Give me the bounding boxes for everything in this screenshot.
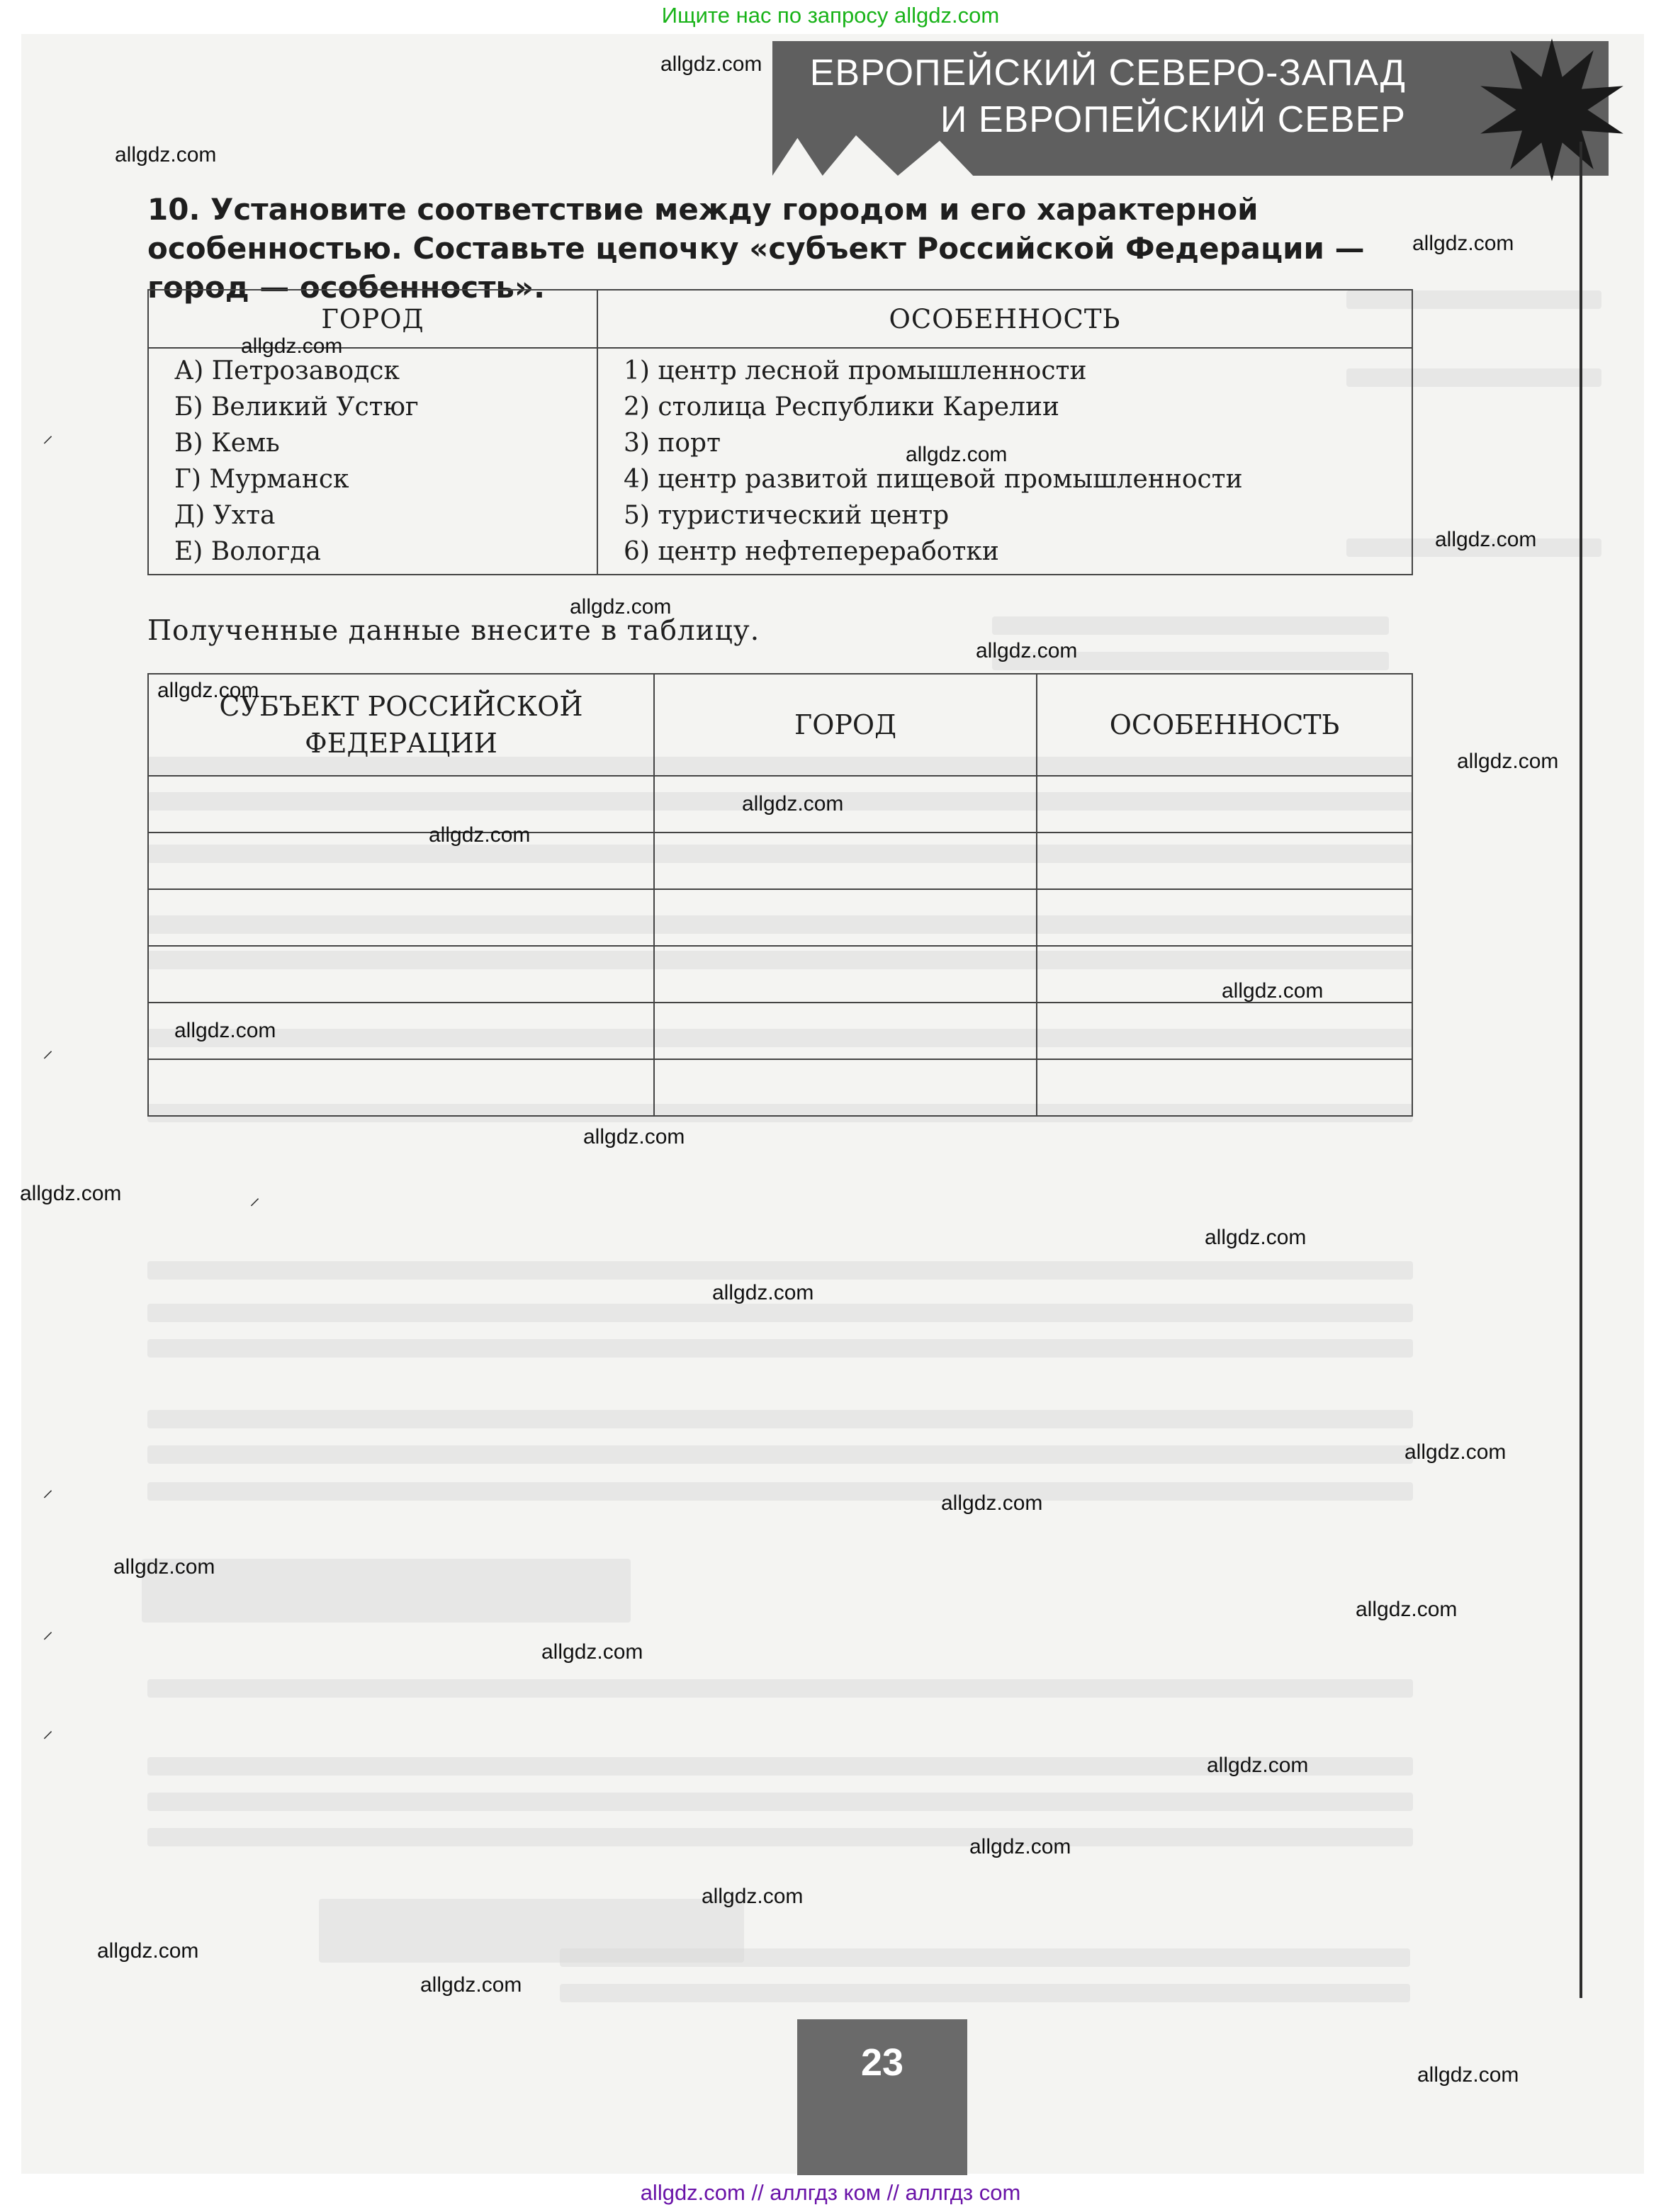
answer-cell[interactable] <box>1037 1059 1412 1116</box>
watermark-link[interactable]: allgdz.com <box>541 1640 643 1664</box>
watermark-link[interactable]: allgdz.com <box>660 52 762 76</box>
table-row <box>148 833 1412 889</box>
answer-cell[interactable] <box>654 776 1037 833</box>
bottom-watermark[interactable]: allgdz.com // аллгдз ком // аллгдз com <box>640 2180 1021 2205</box>
answer-cell[interactable] <box>148 889 654 946</box>
watermark-link[interactable]: allgdz.com <box>429 823 531 847</box>
table-row <box>148 1059 1412 1116</box>
list-item: Г) Мурманск <box>174 465 349 494</box>
watermark-link[interactable]: allgdz.com <box>97 1939 199 1963</box>
watermark-link[interactable]: allgdz.com <box>570 595 672 619</box>
list-item: В) Кемь <box>174 429 280 458</box>
city-feature-table <box>147 289 1413 575</box>
watermark-link[interactable]: allgdz.com <box>1412 232 1514 255</box>
watermark-link[interactable]: allgdz.com <box>1356 1598 1458 1621</box>
answer-cell[interactable] <box>654 1003 1037 1059</box>
watermark-link[interactable]: allgdz.com <box>1222 979 1324 1003</box>
list-item: 2) столица Республики Карелии <box>624 393 1059 422</box>
watermark-link[interactable]: allgdz.com <box>1205 1226 1307 1249</box>
watermark-link[interactable]: allgdz.com <box>702 1885 804 1908</box>
section-title <box>810 50 1406 143</box>
column-header-subject: СУБЪЕКТ РОССИЙСКОЙ ФЕДЕРАЦИИ <box>148 674 654 776</box>
binding-mark: ⸝ <box>43 1477 53 1502</box>
answer-cell[interactable] <box>654 889 1037 946</box>
answer-table <box>147 673 1413 1117</box>
watermark-link[interactable]: allgdz.com <box>1207 1754 1309 1777</box>
watermark-link[interactable]: allgdz.com <box>1404 1440 1507 1464</box>
binding-mark: ⸝ <box>43 423 53 448</box>
answer-cell[interactable] <box>1037 833 1412 889</box>
answer-cell[interactable] <box>1037 889 1412 946</box>
answer-cell[interactable] <box>148 946 654 1003</box>
binding-mark: ⸝ <box>43 1718 53 1743</box>
list-item: 3) порт <box>624 429 721 458</box>
list-item: А) Петрозаводск <box>174 356 400 385</box>
binding-mark: ⸝ <box>43 1038 53 1063</box>
list-item: 4) центр развитой пищевой промышленности <box>624 465 1243 494</box>
watermark-link[interactable]: allgdz.com <box>113 1555 215 1579</box>
answer-cell[interactable] <box>1037 776 1412 833</box>
watermark-link[interactable]: allgdz.com <box>1435 528 1537 551</box>
watermark-link[interactable]: allgdz.com <box>906 443 1008 466</box>
section-title-line-1: ЕВРОПЕЙСКИЙ СЕВЕРО-ЗАПАД <box>809 52 1406 94</box>
answer-cell[interactable] <box>654 833 1037 889</box>
column-header-feature: ОСОБЕННОСТЬ <box>597 290 1412 348</box>
watermark-link[interactable]: allgdz.com <box>583 1125 685 1149</box>
watermark-link[interactable]: allgdz.com <box>420 1973 522 1997</box>
star-icon <box>1477 35 1626 184</box>
answer-cell[interactable] <box>148 833 654 889</box>
watermark-link[interactable]: allgdz.com <box>157 679 259 702</box>
column-header-city: ГОРОД <box>148 290 597 348</box>
list-item: Б) Великий Устюг <box>174 393 419 422</box>
binding-mark: ⸝ <box>249 1185 260 1210</box>
watermark-link[interactable]: allgdz.com <box>941 1491 1043 1515</box>
list-item: 5) туристический центр <box>624 501 950 530</box>
table-row <box>148 1003 1412 1059</box>
answer-cell[interactable] <box>148 1059 654 1116</box>
instruction-text: Полученные данные внесите в таблицу. <box>147 615 760 647</box>
task-10-text: 10. Установите соответствие между городом и его характерной особенностью. Составьте цепочку «субъект Российской Федерации — город — особенность». <box>147 192 1365 305</box>
watermark-link[interactable]: allgdz.com <box>115 143 217 167</box>
watermark-link[interactable]: allgdz.com <box>976 639 1078 662</box>
watermark-link[interactable]: allgdz.com <box>969 1835 1071 1858</box>
answer-cell[interactable] <box>654 1059 1037 1116</box>
watermark-link[interactable]: allgdz.com <box>742 792 844 816</box>
section-title-line-2: И ЕВРОПЕЙСКИЙ СЕВЕР <box>940 99 1406 140</box>
list-item: 6) центр нефтепереработки <box>624 537 999 566</box>
column-header-city: ГОРОД <box>654 674 1037 776</box>
list-item: 1) центр лесной промышленности <box>624 356 1087 385</box>
list-item: Д) Ухта <box>174 501 276 530</box>
margin-rule <box>1580 142 1582 1998</box>
answer-cell[interactable] <box>654 946 1037 1003</box>
answer-cell[interactable] <box>148 776 654 833</box>
table-row <box>148 889 1412 946</box>
list-item: Е) Вологда <box>174 537 321 566</box>
watermark-link[interactable]: allgdz.com <box>712 1281 814 1304</box>
watermark-link[interactable]: allgdz.com <box>20 1182 122 1205</box>
column-header-feature: ОСОБЕННОСТЬ <box>1037 674 1412 776</box>
watermark-link[interactable]: allgdz.com <box>1457 750 1559 773</box>
watermark-link[interactable]: allgdz.com <box>1417 2063 1519 2087</box>
top-watermark[interactable]: Ищите нас по запросу allgdz.com <box>661 3 1000 28</box>
binding-mark: ⸝ <box>43 1619 53 1644</box>
watermark-link[interactable]: allgdz.com <box>241 334 343 358</box>
watermark-link[interactable]: allgdz.com <box>174 1019 276 1042</box>
answer-cell[interactable] <box>1037 1003 1412 1059</box>
page-number: 23 <box>860 2041 904 2084</box>
city-list <box>148 348 597 575</box>
